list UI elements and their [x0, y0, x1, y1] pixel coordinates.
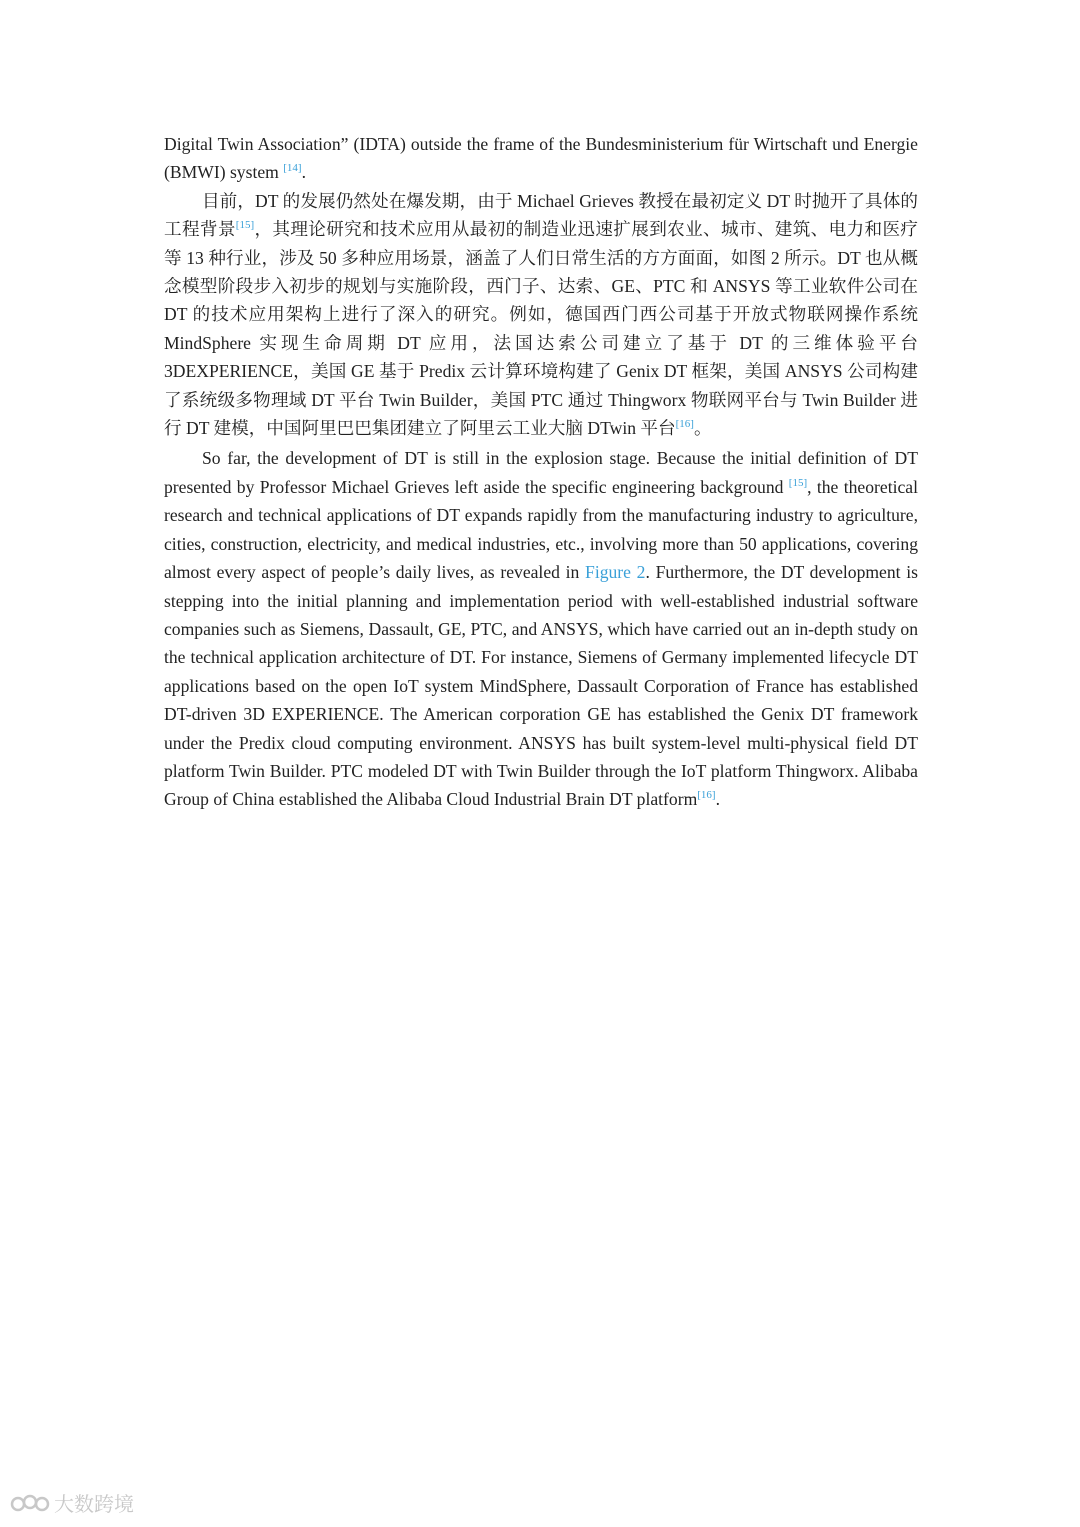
paragraph-chinese-text-1: 目前，DT 的发展仍然处在爆发期，由于 Michael Grieves 教授在最初定义 DT 时抛开了具体的工程背景	[164, 190, 918, 240]
paragraph-english	[164, 444, 918, 813]
paragraph-intro-end: .	[301, 162, 306, 183]
logo-icon	[10, 1491, 50, 1515]
paragraph-intro	[164, 130, 918, 187]
citation-15[interactable]: [15]	[235, 219, 255, 232]
paragraph-english-text-2: , the theoretical research and technical applications of DT expands rapidly from the manufacturing industry to agriculture, cities, construction, electricity, and medical industries, etc., involving more than 50 applications, covering almost every aspect of people’s daily lives, as revealed in	[164, 476, 918, 583]
paragraph-english-end: .	[715, 789, 720, 810]
paragraph-intro-text: Digital Twin Association” (IDTA) outside the frame of the Bundesministerium für Wirtschaft und Energie (BMWI) system	[164, 134, 918, 183]
paragraph-chinese	[164, 187, 918, 443]
watermark	[10, 1488, 134, 1517]
paragraph-english-text-3: . Furthermore, the DT development is stepping into the initial planning and implementation period with well-established industrial software companies such as Siemens, Dassault, GE, PTC, and ANSYS, which have carried out an in-depth study on the technical application architecture of DT. For instance, Siemens of Germany implemented lifecycle DT applications based on the open IoT system MindSphere, Dassault Corporation of France has established DT-driven 3D EXPERIENCE. The American corporation GE has established the Genix DT framework under the Predix cloud computing environment. ANSYS has built system-level multi-physical field DT platform Twin Builder. PTC modeled DT with Twin Builder through the IoT platform Thingworx. Alibaba Group of China established the Alibaba Cloud Industrial Brain DT platform	[164, 562, 918, 810]
paragraph-chinese-end: 。	[693, 418, 712, 439]
paragraph-english-text-1: So far, the development of DT is still in the explosion stage. Because the initial definition of DT presented by Professor Michael Grieves left aside the specific engineering background	[164, 448, 918, 497]
watermark-text: 大数跨境	[54, 1492, 134, 1516]
citation-14[interactable]: [14]	[283, 162, 302, 175]
figure-2-link[interactable]: Figure 2	[585, 562, 646, 583]
page-body	[164, 130, 918, 814]
citation-16[interactable]: [16]	[675, 418, 694, 431]
citation-15-en[interactable]: [15]	[788, 476, 808, 489]
paragraph-chinese-text-2: ，其理论研究和技术应用从最初的制造业迅速扩展到农业、城市、建筑、电力和医疗等 13 种行业，涉及 50 多种应用场景，涵盖了人们日常生活的方方面面，如图 2 所示。DT 也从概念模型阶段步入初步的规划与实施阶段，西门子、达索、GE、PTC 和 ANSYS 等工业软件公司在 DT 的技术应用架构上进行了深入的研究。例如，德国西门西公司基于开放式物联网操作系统 MindSphere 实现生命周期 DT 应用，法国达索公司建立了基于 DT 的三维体验平台 3DEXPERIENCE，美国 GE 基于 Predix 云计算环境构建了 Genix DT 框架，美国 ANSYS 公司构建了系统级多物理域 DT 平台 Twin Builder，美国 PTC 通过 Thingworx 物联网平台与 Twin Builder 进行 DT 建模，中国阿里巴巴集团建立了阿里云工业大脑 DTwin 平台	[164, 219, 918, 439]
citation-16-en[interactable]: [16]	[697, 789, 716, 802]
